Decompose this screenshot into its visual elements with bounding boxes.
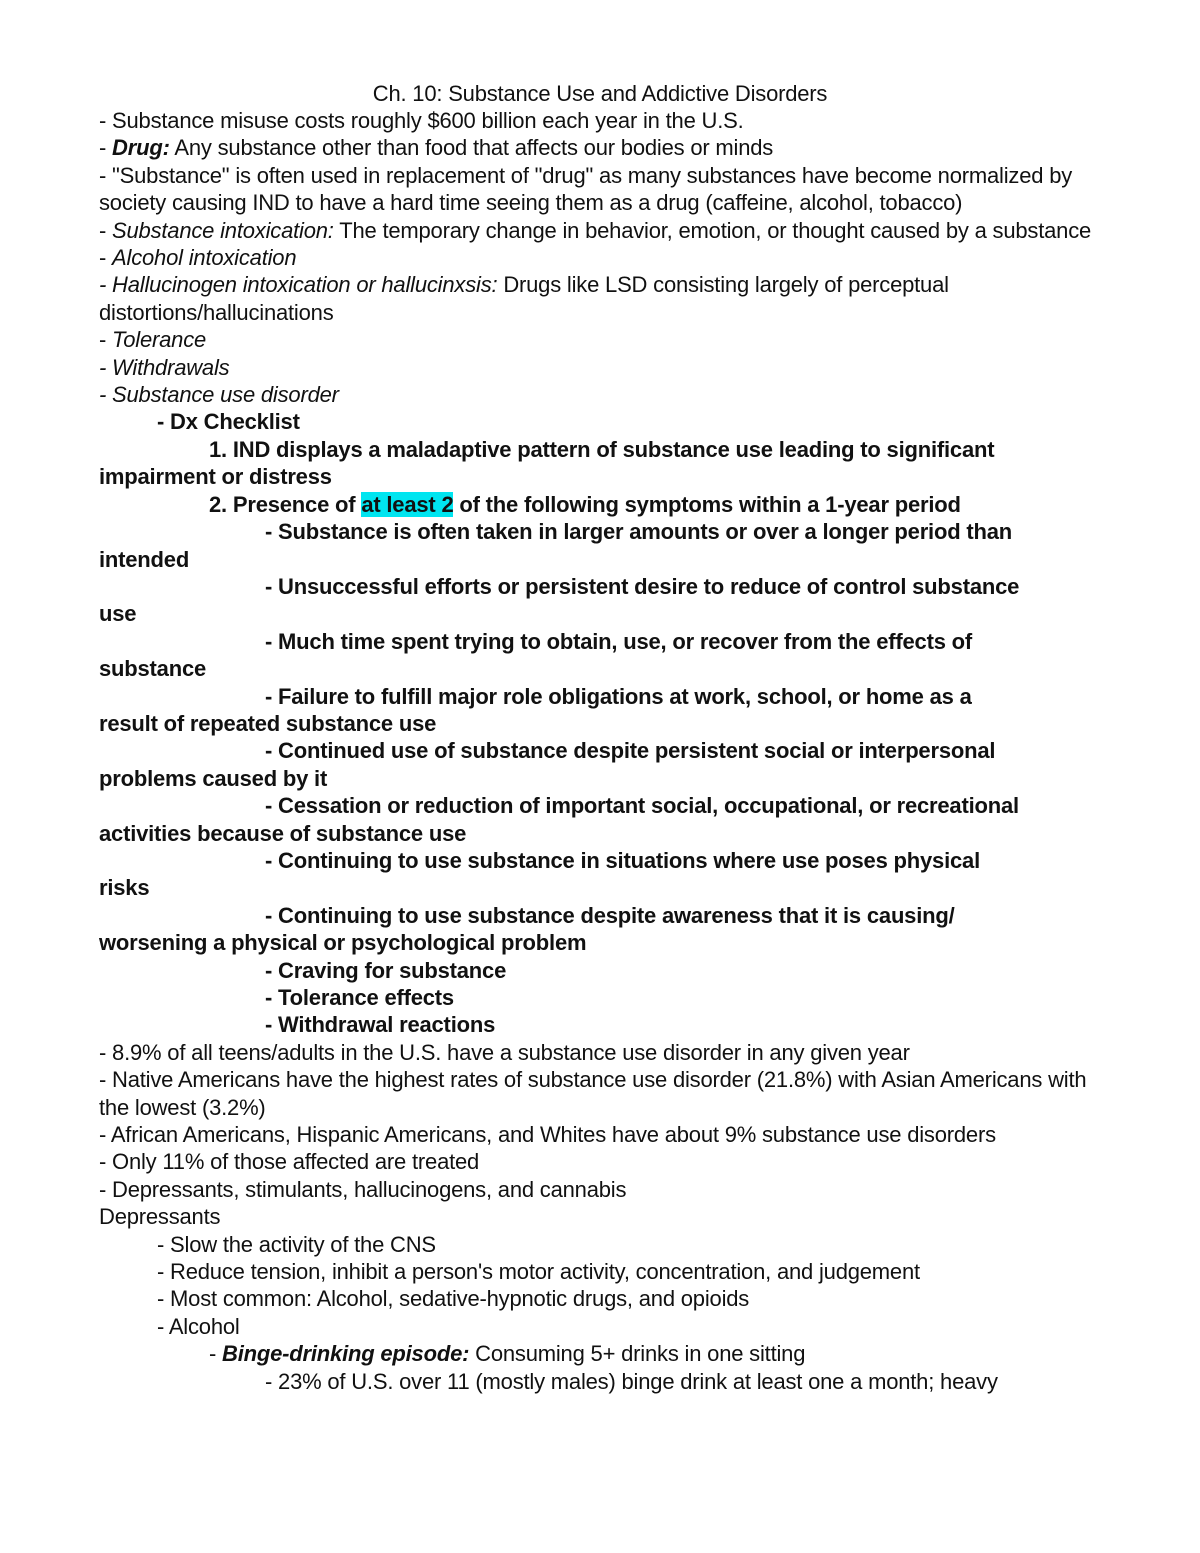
cost-line: - Substance misuse costs roughly $600 billion each year in the U.S. — [99, 108, 744, 133]
symptom-line: - Failure to fulfill major role obligations at work, school, or home as a — [265, 683, 972, 709]
symptom-line-continued: risks — [99, 875, 150, 901]
term-alcohol-intoxication: Alcohol intoxication — [112, 245, 297, 271]
withdrawals-term: - Withdrawals — [99, 354, 230, 380]
symptom-line-continued: intended — [99, 546, 190, 572]
bullet-dash: - — [99, 245, 113, 271]
binge-drinking-stat: - 23% of U.S. over 11 (mostly males) binge drink at least one a month; heavy — [265, 1368, 998, 1394]
symptom-line: - Tolerance effects — [265, 985, 454, 1010]
hallucinogen-definition-text: Drugs like LSD consisting largely of perceptual distortions/hallucinations — [99, 272, 949, 325]
stat-line: - Depressants, stimulants, hallucinogens, and cannabis — [99, 1176, 627, 1202]
checklist-item-1 — [99, 436, 1109, 491]
notes-body — [99, 107, 1109, 1395]
tolerance-term — [99, 326, 1109, 353]
substance-use-disorder-term: - Substance use disorder — [99, 382, 339, 408]
alcohol-intoxication — [99, 244, 1109, 271]
intoxication-definition — [99, 217, 1109, 244]
symptom-line-continued: worsening a physical or psychological problem — [99, 930, 587, 956]
bullet-dash: - — [99, 327, 113, 353]
intoxication-definition-text: The temporary change in behavior, emotion, or thought caused by a substance — [333, 217, 1092, 243]
checklist-item-1-text: 1. IND displays a maladaptive pattern of substance use leading to significant impairment or distress — [99, 436, 995, 490]
symptom-line: - Cessation or reduction of important social, occupational, or recreational — [265, 793, 1019, 819]
depressants-item: - Reduce tension, inhibit a person's motor activity, concentration, and judgement — [157, 1259, 920, 1285]
bullet-dash: - — [99, 217, 113, 243]
binge-drinking-definition-text: Consuming 5+ drinks in one sitting — [469, 1341, 806, 1367]
checklist-item-2-post: of the following symptoms within a 1-year period — [453, 491, 961, 517]
stat-line: - Only 11% of those affected are treated — [99, 1149, 480, 1175]
substance-note: - "Substance" is often used in replacement of "drug" as many substances have become normalized by society causing IND to have a hard time seeing them as a drug (caffeine, alcohol, tobacco) — [99, 162, 1073, 216]
symptom-line: - Withdrawal reactions — [265, 1012, 496, 1038]
dx-checklist-heading: - Dx Checklist — [157, 409, 300, 435]
page-title: Ch. 10: Substance Use and Addictive Disorders — [372, 81, 828, 106]
symptom-line: - Substance is often taken in larger amounts or over a longer period than — [265, 519, 1012, 545]
term-substance-intoxication: Substance intoxication: — [112, 217, 334, 243]
term-hallucinogen: - Hallucinogen intoxication or hallucinxsis: — [99, 272, 498, 298]
symptom-line: - Continued use of substance despite persistent social or interpersonal — [265, 738, 996, 764]
symptom-line-continued: use — [99, 601, 137, 627]
bullet-dash: - — [99, 135, 113, 161]
symptom-line: - Continuing to use substance despite awareness that it is causing/ — [265, 902, 955, 928]
drug-definition-text: Any substance other than food that affects our bodies or minds — [169, 135, 774, 161]
symptom-line: - Much time spent trying to obtain, use, or recover from the effects of — [265, 628, 973, 654]
checklist-item-2 — [99, 491, 1109, 518]
term-drug: Drug: — [112, 135, 170, 161]
symptom-line-continued: problems caused by it — [99, 765, 328, 791]
symptom-line: - Continuing to use substance in situations where use poses physical — [265, 847, 980, 873]
symptom-line: - Unsuccessful efforts or persistent desire to reduce of control substance — [265, 573, 1020, 599]
highlight-at-least-2: at least 2 — [361, 491, 454, 517]
depressants-item: - Alcohol — [157, 1313, 240, 1339]
symptom-line: - Craving for substance — [265, 957, 507, 983]
stat-line: - Native Americans have the highest rates of substance use disorder (21.8%) with Asian Americans with the lowest (3.2%) — [99, 1067, 1087, 1120]
checklist-item-2-pre: 2. Presence of — [209, 491, 362, 517]
drug-definition — [99, 134, 1109, 161]
term-tolerance: Tolerance — [112, 327, 207, 353]
depressants-item: - Most common: Alcohol, sedative-hypnotic drugs, and opioids — [157, 1286, 750, 1312]
stat-line: - 8.9% of all teens/adults in the U.S. have a substance use disorder in any given year — [99, 1039, 910, 1065]
symptom-line-continued: result of repeated substance use — [99, 710, 437, 736]
symptom-line-continued: substance — [99, 656, 207, 682]
symptom-line-continued: activities because of substance use — [99, 820, 467, 846]
stat-line: - African Americans, Hispanic Americans, and Whites have about 9% substance use disorders — [99, 1122, 996, 1148]
term-binge-drinking: Binge-drinking episode: — [222, 1341, 470, 1367]
depressants-heading: Depressants — [99, 1204, 221, 1230]
depressants-item: - Slow the activity of the CNS — [157, 1231, 436, 1257]
hallucinogen-definition — [99, 271, 1109, 326]
binge-drinking-definition — [99, 1340, 1109, 1367]
bullet-dash: - — [209, 1341, 223, 1367]
